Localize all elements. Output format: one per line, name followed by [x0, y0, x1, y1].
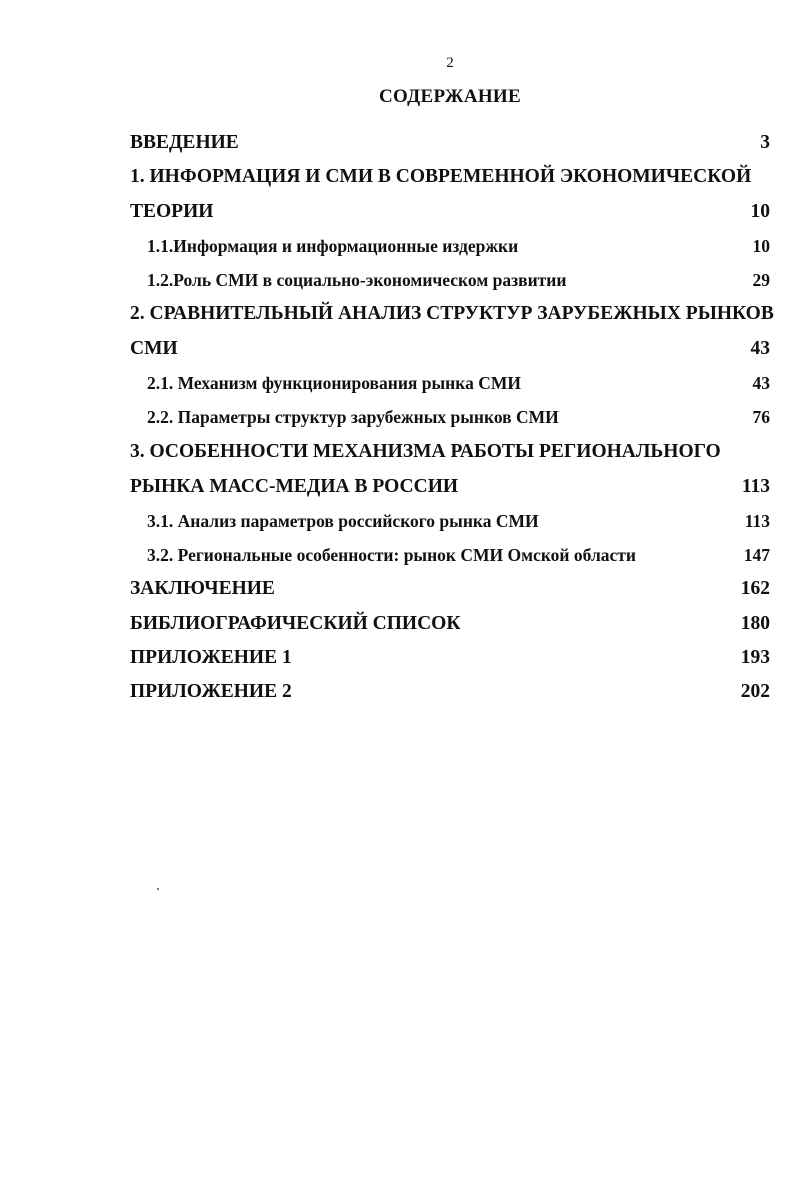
- toc-entry-title: 3.2. Региональные особенности: рынок СМИ Омской области: [147, 545, 636, 565]
- toc-entry-appendix-1[interactable]: [130, 647, 770, 671]
- toc-entry-bibliography[interactable]: [130, 613, 770, 637]
- toc-entry-page: 10: [752, 236, 770, 256]
- toc-entry-page: 43: [750, 338, 770, 359]
- toc-entry-title-line-1: 2. СРАВНИТЕЛЬНЫЙ АНАЛИЗ СТРУКТУР ЗАРУБЕЖНЫХ РЫНКОВ: [130, 303, 774, 324]
- toc-entry-title: ВВЕДЕНИЕ: [130, 132, 239, 153]
- page-number: 2: [446, 55, 454, 71]
- toc-entry-page: 76: [752, 407, 770, 427]
- toc-entry-title: ПРИЛОЖЕНИЕ 2: [130, 681, 292, 702]
- toc-entry-chapter-1[interactable]: [130, 166, 770, 226]
- toc-entry-title-line-1: 3. ОСОБЕННОСТИ МЕХАНИЗМА РАБОТЫ РЕГИОНАЛЬНОГО: [130, 441, 721, 462]
- toc-entry-section-2-2[interactable]: [147, 407, 770, 429]
- toc-entry-page: 162: [740, 578, 770, 599]
- toc-entry-title: 1.2.Роль СМИ в социально-экономическом развитии: [147, 270, 567, 290]
- toc-entry-title: ПРИЛОЖЕНИЕ 1: [130, 647, 292, 668]
- toc-entry-chapter-2[interactable]: [130, 303, 774, 363]
- toc-entry-page: 10: [750, 201, 770, 222]
- toc-entry-section-1-1[interactable]: [147, 236, 770, 258]
- toc-entry-title: ЗАКЛЮЧЕНИЕ: [130, 578, 275, 599]
- toc-entry-chapter-3[interactable]: [130, 441, 770, 501]
- toc-entry-section-3-1[interactable]: [147, 511, 770, 533]
- toc-entry-page: 193: [740, 647, 770, 668]
- toc-entry-title-line-2: ТЕОРИИ: [130, 201, 214, 222]
- toc-entry-section-3-2[interactable]: [147, 545, 770, 567]
- toc-entry-appendix-2[interactable]: [130, 681, 770, 705]
- page-title: СОДЕРЖАНИЕ: [379, 86, 521, 107]
- toc-entry-section-2-1[interactable]: [147, 373, 770, 395]
- toc-entry-title: 1.1.Информация и информационные издержки: [147, 236, 519, 256]
- toc-entry-title: 2.2. Параметры структур зарубежных рынков СМИ: [147, 407, 559, 427]
- toc-entry-title-line-2: РЫНКА МАСС-МЕДИА В РОССИИ: [130, 476, 459, 497]
- toc-entry-title-line-2: СМИ: [130, 338, 178, 359]
- toc-entry-title: 3.1. Анализ параметров российского рынка СМИ: [147, 511, 539, 531]
- toc-entry-page: 3: [760, 132, 770, 153]
- toc-entry-title: БИБЛИОГРАФИЧЕСКИЙ СПИСОК: [130, 613, 461, 634]
- toc-entry-page: 202: [740, 681, 770, 702]
- toc-entry-page: 113: [744, 511, 770, 531]
- toc-entry-page: 43: [752, 373, 770, 393]
- toc-entry-title: 2.1. Механизм функционирования рынка СМИ: [147, 373, 521, 393]
- toc-entry-title-line-1: 1. ИНФОРМАЦИЯ И СМИ В СОВРЕМЕННОЙ ЭКОНОМИЧЕСКОЙ: [130, 166, 752, 187]
- toc-entry-section-1-2[interactable]: [147, 270, 770, 292]
- toc-entry-page: 113: [741, 476, 770, 497]
- toc-entry-page: 29: [752, 270, 770, 290]
- toc-entry-conclusion[interactable]: [130, 578, 770, 602]
- toc-entry-page: 180: [740, 613, 770, 634]
- scan-speck: [157, 888, 159, 890]
- toc-entry-page: 147: [743, 545, 770, 565]
- toc-entry-introduction[interactable]: [130, 132, 770, 156]
